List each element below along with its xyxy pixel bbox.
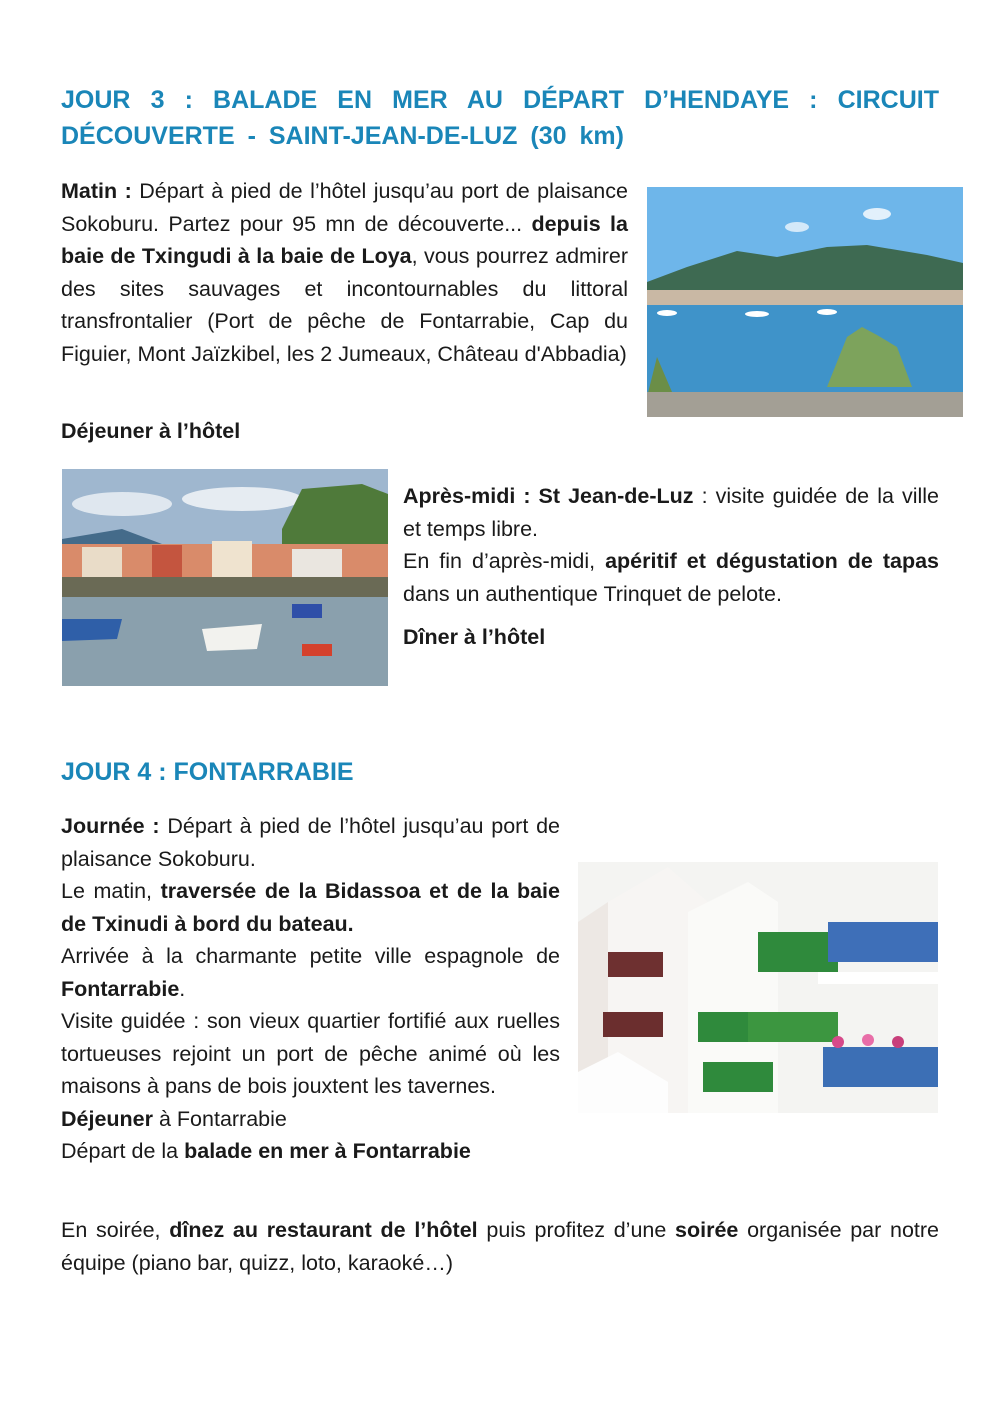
day4-title: JOUR 4 : FONTARRABIE [61,758,354,786]
saint-jean-de-luz-port-photo [62,469,388,686]
day3-afternoon-paragraph: Après-midi : St Jean-de-Luz : visite guidée de la ville et temps libre. En fin d’après-midi, apéritif et dégustation de tapas dans un authentique Trinquet de pelote. [403,484,940,606]
day3-lunch: Déjeuner à l’hôtel [61,419,241,443]
day3-title: JOUR 3 : BALADE EN MER AU DÉPART D’HENDAYE : CIRCUIT DÉCOUVERTE - SAINT-JEAN-DE-LUZ (30 km) [61,86,939,150]
day3-dinner: Dîner à l’hôtel [403,625,546,649]
day3-morning-paragraph: Matin : Départ à pied de l’hôtel jusqu’au port de plaisance Sokoburu. Partez pour 95 mn de découverte... depuis la baie de Txingudi à la baie de Loya, vous pourrez admirer des sites sauvages et incontournables du littoral transfrontalier (Port de pêche de Fontarrabie, Cap du Figuier, Mont Jaïzkibel, les 2 Jumeaux, Château d'Abbadia) [61,179,628,366]
day4-evening-paragraph: En soirée, dînez au restaurant de l’hôtel puis profitez d’une soirée organisée par notre équipe (piano bar, quizz, loto, karaoké…) [61,1218,940,1275]
fontarrabie-houses-photo [578,862,938,1113]
bay-photo [647,187,963,417]
day4-paragraph: Journée : Départ à pied de l’hôtel jusqu’au port de plaisance Sokoburu. Le matin, traversée de la Bidassoa et de la baie de Txinudi à bord du bateau. Arrivée à la charmante petite ville espagnole de Fontarrabie. Visite guidée : son vieux quartier fortifié aux ruelles tortueuses rejoint un port de pêche animé où les maisons à pans de bois jouxtent les tavernes. Déjeuner à Fontarrabie Départ de la balade en mer à Fontarrabie [61,814,560,1163]
morning-label: Matin : [61,179,132,203]
